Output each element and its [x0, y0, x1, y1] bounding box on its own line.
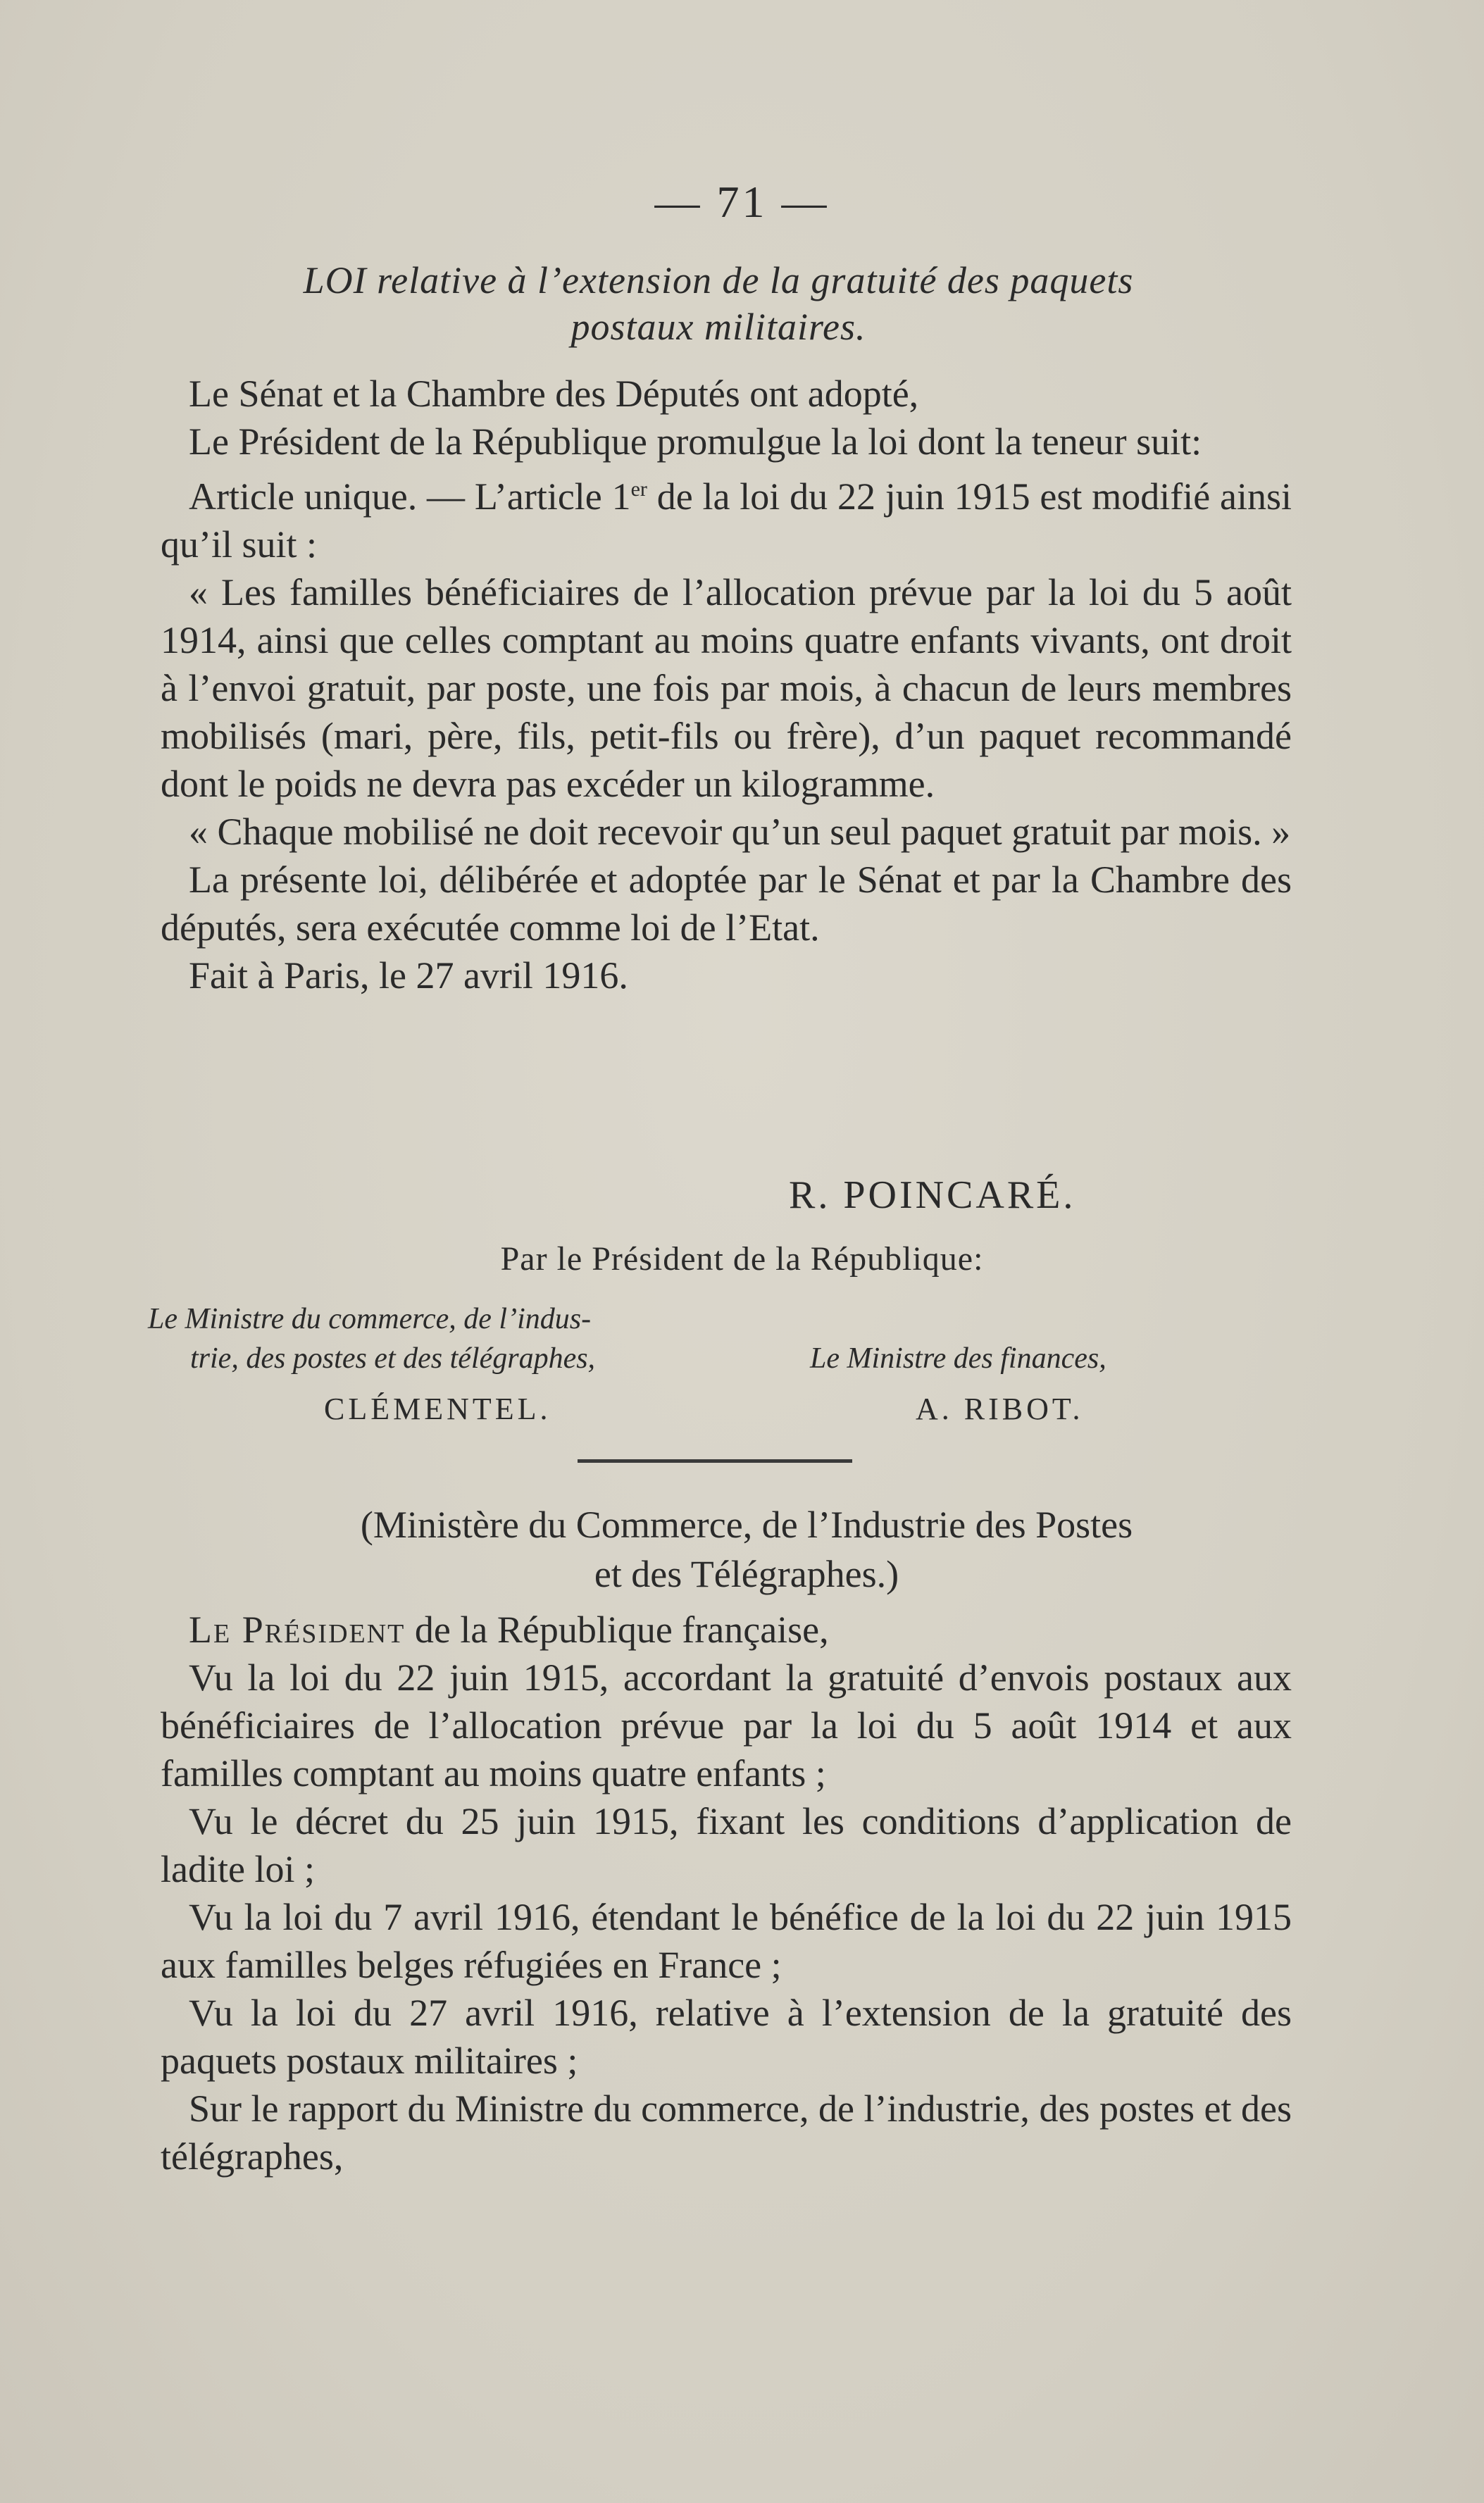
law-body — [161, 370, 1292, 999]
article-superscript: er — [630, 477, 647, 501]
decree-rapport: Sur le rapport du Ministre du commerce, de l’industrie, des postes et des télégraphes, — [161, 2087, 1292, 2178]
paragraph-date: Fait à Paris, le 27 avril 1916. — [189, 954, 628, 997]
decree-president-label: Le Président — [189, 1609, 406, 1651]
ministry-heading — [197, 1500, 1296, 1599]
paragraph-families: « Les familles bénéficiaires de l’allocation prévue par la loi du 5 août 1914, ainsi que celles comptant au moins quatre enfants vivants, ont droit à l’envoi gratuit, par poste, une fois par mois, à chacun de leurs membres mobilisés (mari, père, fils, petit-fils ou frère), d’un paquet recommandé dont le poids ne devra pas excéder un kilogramme. — [161, 571, 1292, 805]
decree-body — [161, 1606, 1292, 2180]
paragraph-article-unique — [161, 466, 1292, 568]
article-text-end: de la loi du 22 juin 1915 est modifié ainsi qu’il suit : — [161, 475, 1292, 566]
ministry-heading-line-1: (Ministère du Commerce, de l’Industrie des Postes — [360, 1504, 1133, 1546]
decree-vu-3: Vu la loi du 7 avril 1916, étendant le bénéfice de la loi du 22 juin 1915 aux familles belges réfugiées en France ; — [161, 1896, 1292, 1986]
paragraph-adoption: Le Sénat et la Chambre des Députés ont adopté, — [189, 373, 919, 415]
minister-finances-name: A. RIBOT. — [916, 1392, 1084, 1426]
decree-president-rest: de la République française, — [405, 1609, 829, 1651]
par-le-president: Par le Président de la République: — [500, 1240, 984, 1278]
page-number: — 71 — — [654, 177, 830, 227]
decree-vu-4: Vu la loi du 27 avril 1916, relative à l’extension de la gratuité des paquets postaux militaires ; — [161, 1992, 1292, 2082]
paragraph-execution: La présente loi, délibérée et adoptée par le Sénat et par la Chambre des députés, sera exécutée comme loi de l’Etat. — [161, 859, 1292, 949]
decree-vu-1: Vu la loi du 22 juin 1915, accordant la gratuité d’envois postaux aux bénéficiaires de l’allocation prévue par la loi du 5 août 1914 et aux familles comptant au moins quatre enfants ; — [161, 1656, 1292, 1794]
law-title-line-1: LOI relative à l’extension de la gratuité des paquets — [303, 259, 1134, 301]
minister-commerce-title — [148, 1299, 782, 1378]
minister-commerce-line-1: Le Ministre du commerce, de l’indus- — [148, 1303, 592, 1335]
decree-president-line — [161, 1606, 1292, 1654]
ministry-heading-line-2: et des Télégraphes.) — [594, 1553, 899, 1595]
president-signature: R. POINCARÉ. — [789, 1173, 1076, 1217]
law-title — [211, 257, 1226, 350]
paragraph-one-package: « Chaque mobilisé ne doit recevoir qu’un seul paquet gratuit par mois. » — [189, 811, 1291, 853]
section-divider — [578, 1459, 852, 1463]
paragraph-promulgation: Le Président de la République promulgue la loi dont la teneur suit: — [189, 420, 1202, 463]
law-title-line-2: postaux militaires. — [570, 306, 866, 348]
minister-commerce-name: CLÉMENTEL. — [324, 1392, 551, 1426]
minister-commerce-line-2: trie, des postes et des télégraphes, — [190, 1342, 596, 1375]
article-text-start: Article unique. — L’article 1 — [189, 475, 631, 518]
minister-finances-title: Le Ministre des finances, — [810, 1342, 1106, 1375]
decree-vu-2: Vu le décret du 25 juin 1915, fixant les conditions d’application de ladite loi ; — [161, 1800, 1292, 1890]
